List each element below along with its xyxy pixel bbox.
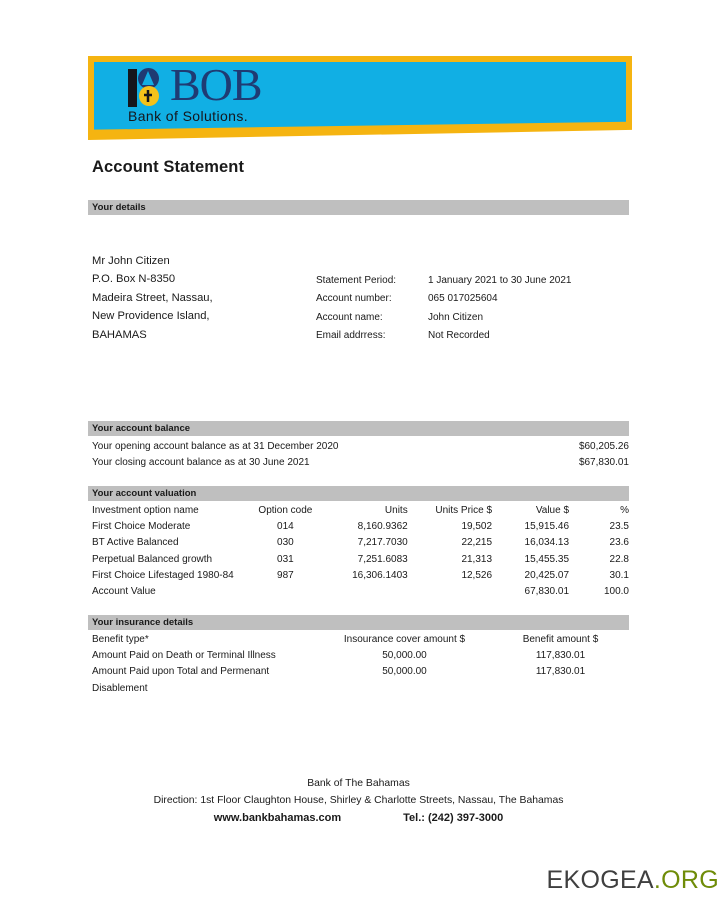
logo-wordmark: BOB — [170, 59, 262, 110]
total-value: 67,830.01 — [524, 586, 570, 598]
units: 7,217.7030 — [357, 537, 408, 549]
table-row — [92, 552, 629, 568]
value: 15,455.35 — [524, 553, 570, 565]
meta-value: John Citizen — [428, 311, 484, 323]
footer-website[interactable]: www.bankbahamas.com — [213, 812, 342, 824]
address-line: New Providence Island, — [92, 310, 210, 323]
meta-label: Statement Period: — [316, 275, 397, 286]
meta-value: 1 January 2021 to 30 June 2021 — [428, 275, 572, 286]
total-units — [320, 584, 421, 600]
customer-address — [92, 252, 213, 344]
table-row — [92, 648, 629, 664]
units: 16,306.1403 — [352, 569, 408, 581]
watermark-primary: EKOGEA — [546, 866, 654, 894]
option-name: First Choice Lifestaged 1980-84 — [92, 569, 234, 581]
page-footer — [88, 775, 629, 827]
section-header-account-valuation: Your account valuation — [88, 486, 629, 501]
total-label: Account Value — [92, 586, 156, 598]
unit-price: 22,215 — [461, 537, 493, 549]
option-code: 014 — [277, 521, 294, 533]
balance-row — [92, 439, 629, 455]
column-header: Option code — [258, 505, 313, 516]
balance-label: Your closing account balance as at 30 June 2021 — [92, 457, 310, 468]
column-header: Investment option name — [92, 505, 199, 516]
units: 7,251.6083 — [357, 553, 408, 565]
benefit-type: Amount Paid upon Total and Permenant Disablement — [92, 666, 270, 694]
cover-amount: 50,000.00 — [382, 650, 427, 662]
benefit-amount: 117,830.01 — [535, 666, 586, 678]
address-line: P.O. Box N-8350 — [92, 273, 176, 286]
balance-amount: $67,830.01 — [578, 457, 629, 468]
address-line: Mr John Citizen — [92, 255, 170, 267]
insurance-details-table — [92, 632, 629, 697]
bank-logo — [126, 59, 356, 128]
option-code: 031 — [277, 553, 294, 565]
meta-label: Account name: — [316, 311, 383, 323]
footer-contact — [88, 810, 629, 827]
section-header-your-details: Your details — [88, 200, 629, 215]
section-header-insurance-details: Your insurance details — [88, 615, 629, 630]
address-line: Madeira Street, Nassau, — [92, 291, 213, 304]
percent: 22.8 — [609, 553, 629, 565]
percent: 30.1 — [609, 569, 629, 581]
meta-row — [316, 327, 571, 345]
balance-row — [92, 455, 629, 471]
percent: 23.6 — [609, 537, 629, 549]
footer-bank-name: Bank of The Bahamas — [307, 778, 410, 789]
page-title: Account Statement — [92, 158, 245, 176]
table-total-row — [92, 584, 629, 600]
table-header-row — [92, 632, 629, 648]
watermark-suffix: .ORG — [653, 866, 719, 894]
table-row — [92, 568, 629, 584]
option-code: 987 — [277, 569, 294, 581]
column-header: Benefit amount $ — [522, 634, 599, 645]
address-line: BAHAMAS — [92, 328, 147, 341]
logo-figure-icon — [126, 68, 170, 108]
footer-address: Direction: 1st Floor Claughton House, Shirley & Charlotte Streets, Nassau, The Bahamas — [153, 795, 564, 806]
meta-row — [316, 309, 571, 327]
account-balance-rows — [92, 439, 629, 471]
total-percent: 100.0 — [603, 586, 629, 598]
meta-row — [316, 272, 571, 290]
watermark — [547, 866, 720, 895]
meta-label: Account number: — [316, 293, 392, 305]
meta-value: Not Recorded — [428, 330, 490, 342]
total-unit-price — [422, 584, 504, 600]
column-header: Units — [384, 505, 408, 516]
option-name: BT Active Balanced — [92, 537, 179, 549]
logo-tagline: Bank of Solutions. — [128, 108, 249, 124]
units: 8,160.9362 — [357, 521, 408, 533]
unit-price: 19,502 — [461, 521, 493, 533]
column-header: % — [620, 505, 629, 516]
option-code: 030 — [277, 537, 294, 549]
meta-value: 065 017025604 — [428, 293, 498, 305]
unit-price: 12,526 — [461, 569, 493, 581]
section-header-account-balance: Your account balance — [88, 421, 629, 436]
value: 16,034.13 — [524, 537, 570, 549]
balance-amount: $60,205.26 — [578, 441, 629, 452]
table-row — [92, 535, 629, 551]
header-banner — [88, 56, 632, 140]
column-header: Benefit type* — [92, 634, 149, 645]
meta-label: Email addrress: — [316, 330, 386, 342]
total-code — [250, 584, 320, 600]
meta-row — [316, 290, 571, 308]
cover-amount: 50,000.00 — [382, 666, 427, 678]
column-header: Units Price $ — [435, 505, 493, 516]
account-meta — [316, 272, 571, 346]
option-name: First Choice Moderate — [92, 521, 191, 533]
logo-glyph-icon — [126, 68, 170, 108]
column-header: Insourance cover amount $ — [343, 634, 466, 645]
column-header: Value $ — [535, 505, 570, 516]
account-valuation-table — [92, 503, 629, 600]
table-header-row — [92, 503, 629, 519]
option-name: Perpetual Balanced growth — [92, 553, 213, 565]
value: 20,425.07 — [524, 569, 570, 581]
table-row — [92, 664, 629, 696]
benefit-type: Amount Paid on Death or Terminal Illness — [92, 650, 276, 662]
unit-price: 21,313 — [461, 553, 493, 565]
percent: 23.5 — [609, 521, 629, 533]
value: 15,915.46 — [524, 521, 570, 533]
benefit-amount: 117,830.01 — [535, 650, 586, 662]
footer-phone: Tel.: (242) 397-3000 — [403, 812, 504, 824]
table-row — [92, 519, 629, 535]
balance-label: Your opening account balance as at 31 December 2020 — [92, 441, 339, 452]
